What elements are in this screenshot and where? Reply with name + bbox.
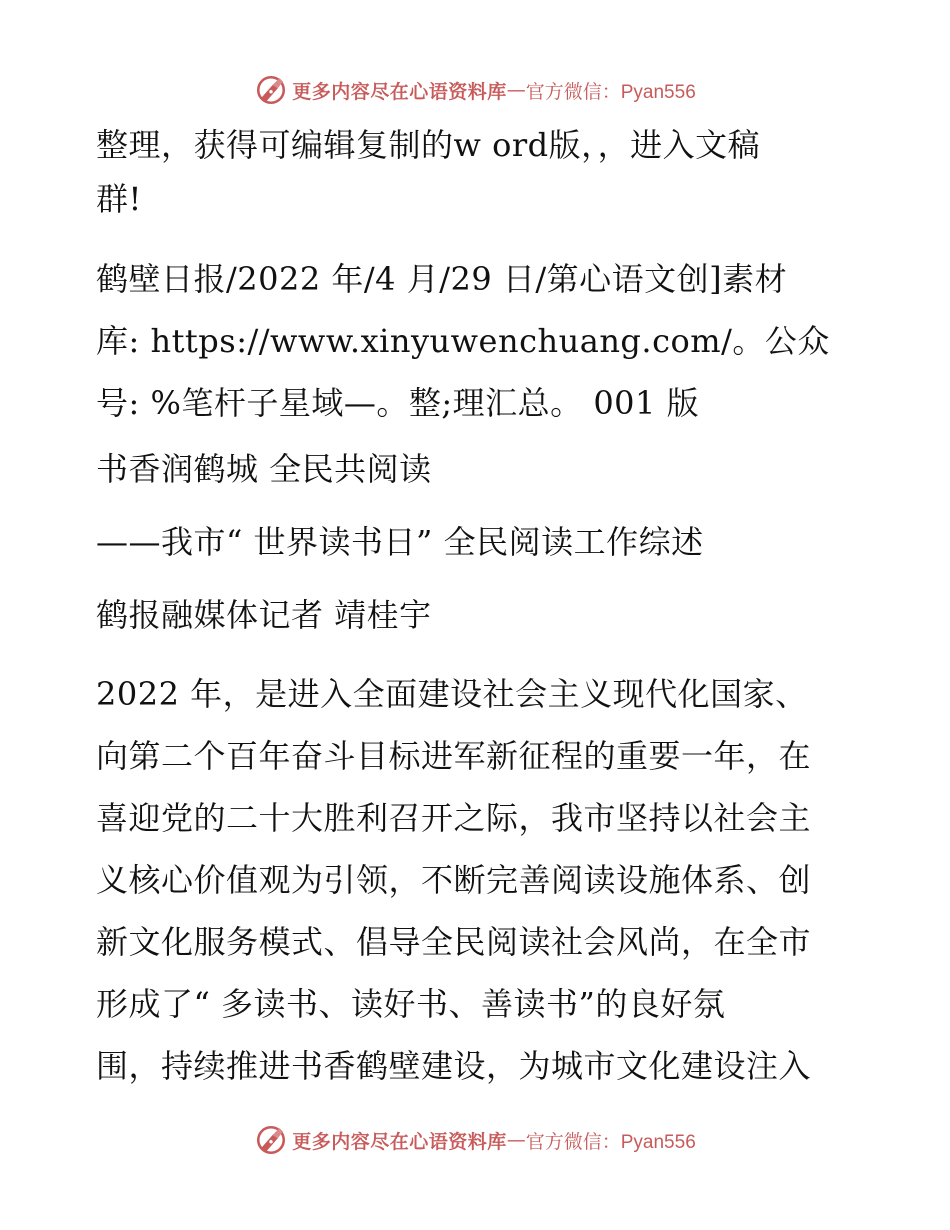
article-subheadline bbox=[96, 511, 704, 573]
body-paragraph bbox=[96, 663, 811, 1097]
pen-nib-logo-icon bbox=[254, 1123, 288, 1157]
header-banner bbox=[0, 68, 950, 112]
text-line: 形成了“ 多读书、读好书、善读书”的良好氛 bbox=[96, 985, 726, 1023]
text-line: 号: %笔杆子星域—。整;理汇总。 001 版 bbox=[96, 384, 700, 422]
text-line: 新文化服务模式、倡导全民阅读社会风尚，在全市 bbox=[96, 923, 812, 961]
text-line: 2022 年，是进入全面建设社会主义现代化国家、 bbox=[96, 675, 808, 713]
text-line: 鹤壁日报/2022 年/4 月/29 日/第心语文创]素材 bbox=[96, 260, 788, 298]
text-line: 群! bbox=[96, 180, 142, 218]
text-line: 义核心价值观为引领，不断完善阅读设施体系、创 bbox=[96, 861, 812, 899]
intro-paragraph bbox=[96, 118, 760, 226]
text-line: 喜迎党的二十大胜利召开之际，我市坚持以社会主 bbox=[96, 799, 812, 837]
text-line: 库: https://www.xinyuwenchuang.com/。公众 bbox=[96, 322, 830, 360]
article-byline bbox=[96, 584, 432, 646]
headline-text: 书香润鹤城 全民共阅读 bbox=[96, 450, 432, 488]
banner-text: 更多内容尽在心语资料库 bbox=[292, 80, 507, 103]
text-line: 围，持续推进书香鹤壁建设，为城市文化建设注入 bbox=[96, 1047, 812, 1085]
source-paragraph bbox=[96, 248, 830, 434]
text-line: 整理，获得可编辑复制的w ord版，，进入文稿 bbox=[96, 126, 761, 164]
banner-separator: — bbox=[506, 1129, 526, 1151]
banner-account: 官方微信：Pyan556 bbox=[525, 1131, 696, 1153]
footer-banner bbox=[0, 1118, 950, 1162]
banner-separator: — bbox=[506, 79, 526, 101]
banner-text: 更多内容尽在心语资料库 bbox=[292, 1130, 507, 1153]
text-line: 向第二个百年奋斗目标进军新征程的重要一年，在 bbox=[96, 737, 812, 775]
subheadline-text: ——我市“ 世界读书日” 全民阅读工作综述 bbox=[96, 523, 704, 561]
banner-account: 官方微信：Pyan556 bbox=[525, 81, 696, 103]
article-headline bbox=[96, 438, 432, 500]
byline-text: 鹤报融媒体记者 靖桂宇 bbox=[96, 596, 432, 634]
pen-nib-logo-icon bbox=[254, 73, 288, 107]
